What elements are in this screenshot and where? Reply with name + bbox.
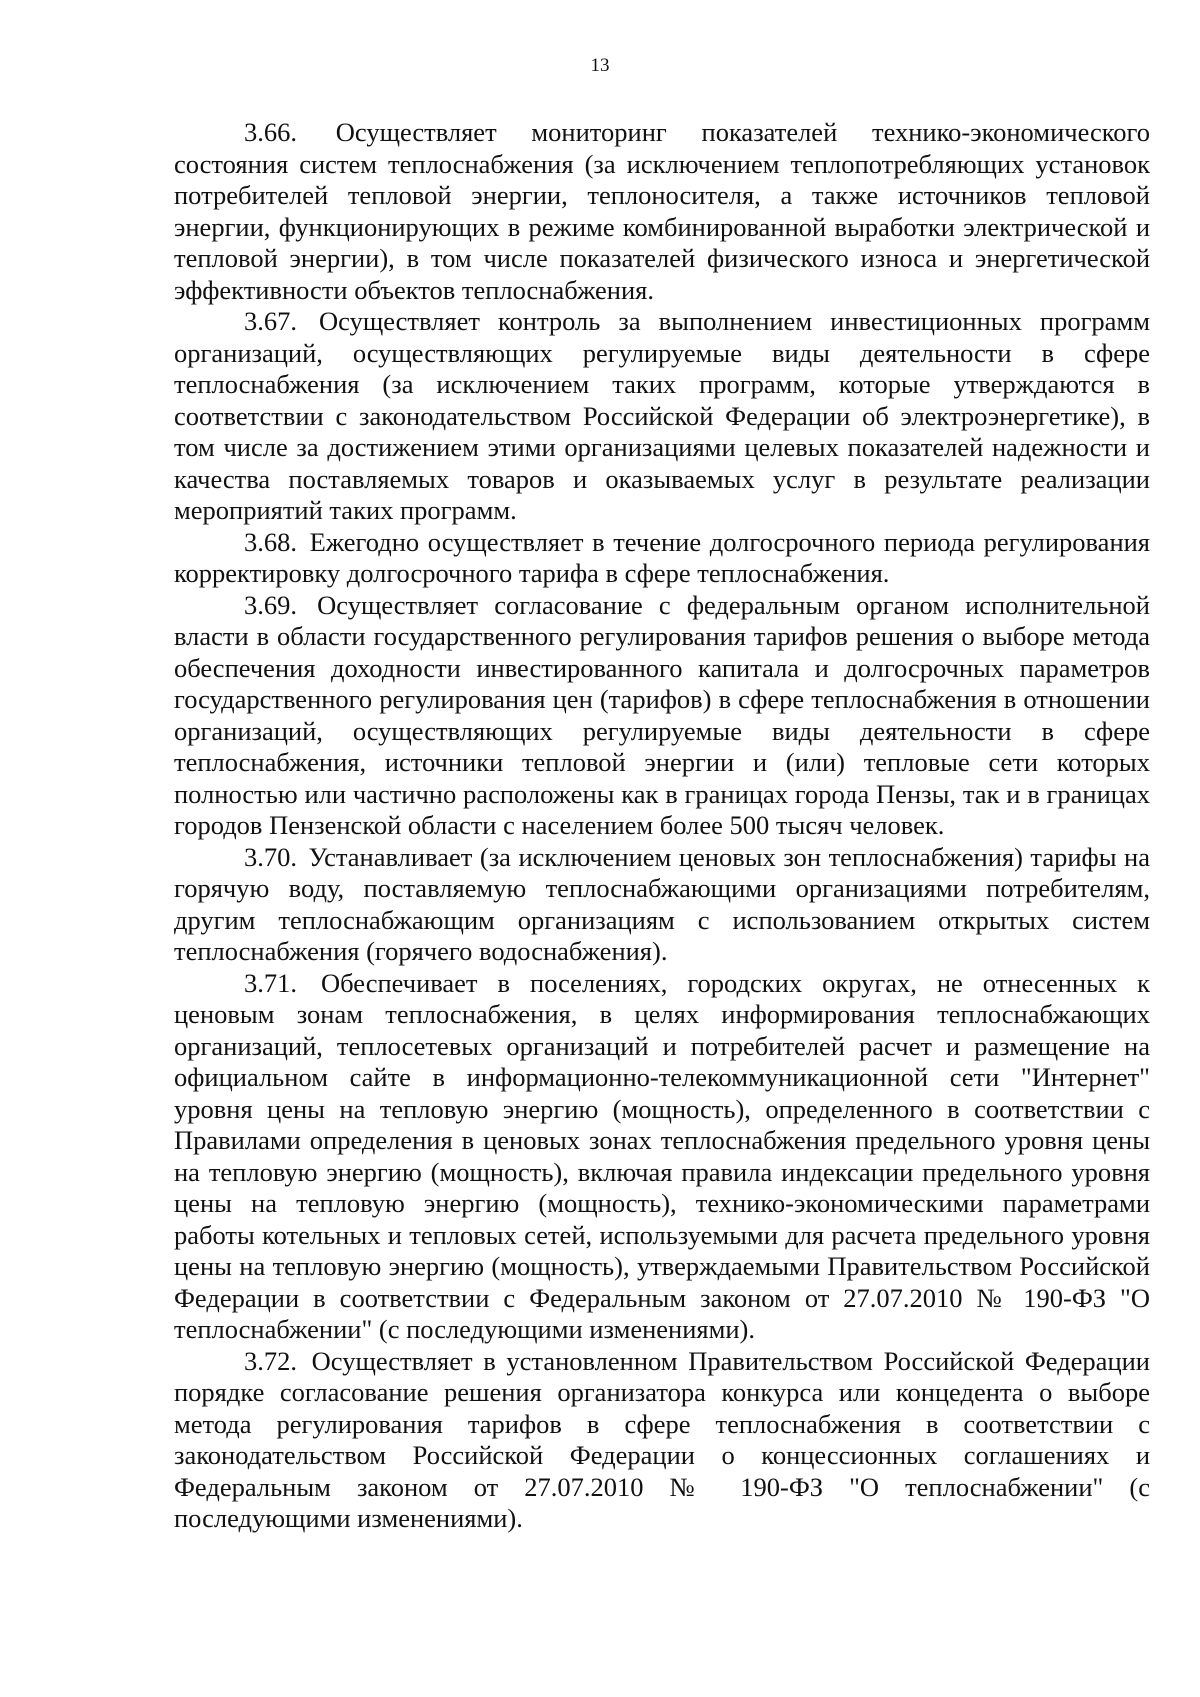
paragraph-number: 3.70.: [244, 841, 297, 872]
page-number: 13: [590, 55, 610, 76]
paragraph-3-71: [174, 968, 1150, 1346]
paragraph-3-70: [174, 842, 1150, 968]
paragraph-number: 3.72.: [244, 1345, 297, 1376]
paragraph-text: Осуществляет в установленном Правительством Российской Федерации порядке согласование решения организатора конкурса или концедента о выборе метода регулирования тарифов в сфере теплоснабжения в соответствии с законодательством Российской Федерации о концессионных соглашениях и Федеральным законом от 27.07.2010 № 190-ФЗ "О теплоснабжении" (с последующими изменениями).: [174, 1345, 1150, 1533]
document-body: [174, 117, 1150, 1535]
paragraph-3-68: [174, 527, 1150, 590]
paragraph-3-69: [174, 590, 1150, 842]
paragraph-3-72: [174, 1346, 1150, 1535]
paragraph-number: 3.69.: [244, 589, 297, 620]
paragraph-number: 3.68.: [244, 526, 297, 557]
paragraph-3-66: [174, 117, 1150, 306]
paragraph-text: Обеспечивает в поселениях, городских округах, не отнесенных к ценовым зонам теплоснабжения, в целях информирования теплоснабжающих организаций, теплосетевых организаций и потребителей расчет и размещение на официальном сайте в информационно-телекоммуникационной сети "Интернет" уровня цены на тепловую энергию (мощность), определенного в соответствии с Правилами определения в ценовых зонах теплоснабжения предельного уровня цены на тепловую энергию (мощность), включая правила индексации предельного уровня цены на тепловую энергию (мощность), технико-экономическими параметрами работы котельных и тепловых сетей, используемыми для расчета предельного уровня цены на тепловую энергию (мощность), утверждаемыми Правительством Российской Федерации в соответствии с Федеральным законом от 27.07.2010 № 190-ФЗ "О теплоснабжении" (с последующими изменениями).: [174, 967, 1151, 1344]
paragraph-number: 3.71.: [244, 967, 297, 998]
paragraph-number: 3.67.: [244, 306, 297, 336]
paragraph-number: 3.66.: [244, 117, 297, 147]
paragraph-text: Устанавливает (за исключением ценовых зон теплоснабжения) тарифы на горячую воду, поставляемую теплоснабжающими организациями потребителям, другим теплоснабжающим организациям с использованием открытых систем теплоснабжения (горячего водоснабжения).: [174, 841, 1150, 966]
paragraph-text: Ежегодно осуществляет в течение долгосрочного периода регулирования корректировку долгосрочного тарифа в сфере теплоснабжения.: [174, 526, 1150, 588]
paragraph-3-67: [174, 306, 1150, 527]
paragraph-text: Осуществляет мониторинг показателей технико-экономического состояния систем теплоснабжения (за исключением теплопотребляющих установок потребителей тепловой энергии, теплоносителя, а также источников тепловой энергии, функционирующих в режиме комбинированной выработки электрической и тепловой энергии), в том числе показателей физического износа и энергетической эффективности объектов теплоснабжения.: [174, 117, 1150, 305]
paragraph-text: Осуществляет контроль за выполнением инвестиционных программ организаций, осуществляющих регулируемые виды деятельности в сфере теплоснабжения (за исключением таких программ, которые утверждаются в соответствии с законодательством Российской Федерации об электроэнергетике), в том числе за достижением этими организациями целевых показателей надежности и качества поставляемых товаров и оказываемых услуг в результате реализации мероприятий таких программ.: [174, 306, 1150, 525]
paragraph-text: Осуществляет согласование с федеральным органом исполнительной власти в области государственного регулирования тарифов решения о выборе метода обеспечения доходности инвестированного капитала и долгосрочных параметров государственного регулирования цен (тарифов) в сфере теплоснабжения в отношении организаций, осуществляющих регулируемые виды деятельности в сфере теплоснабжения, источники тепловой энергии и (или) тепловые сети которых полностью или частично расположены как в границах города Пензы, так и в границах городов Пензенской области с населением более 500 тысяч человек.: [174, 589, 1150, 840]
